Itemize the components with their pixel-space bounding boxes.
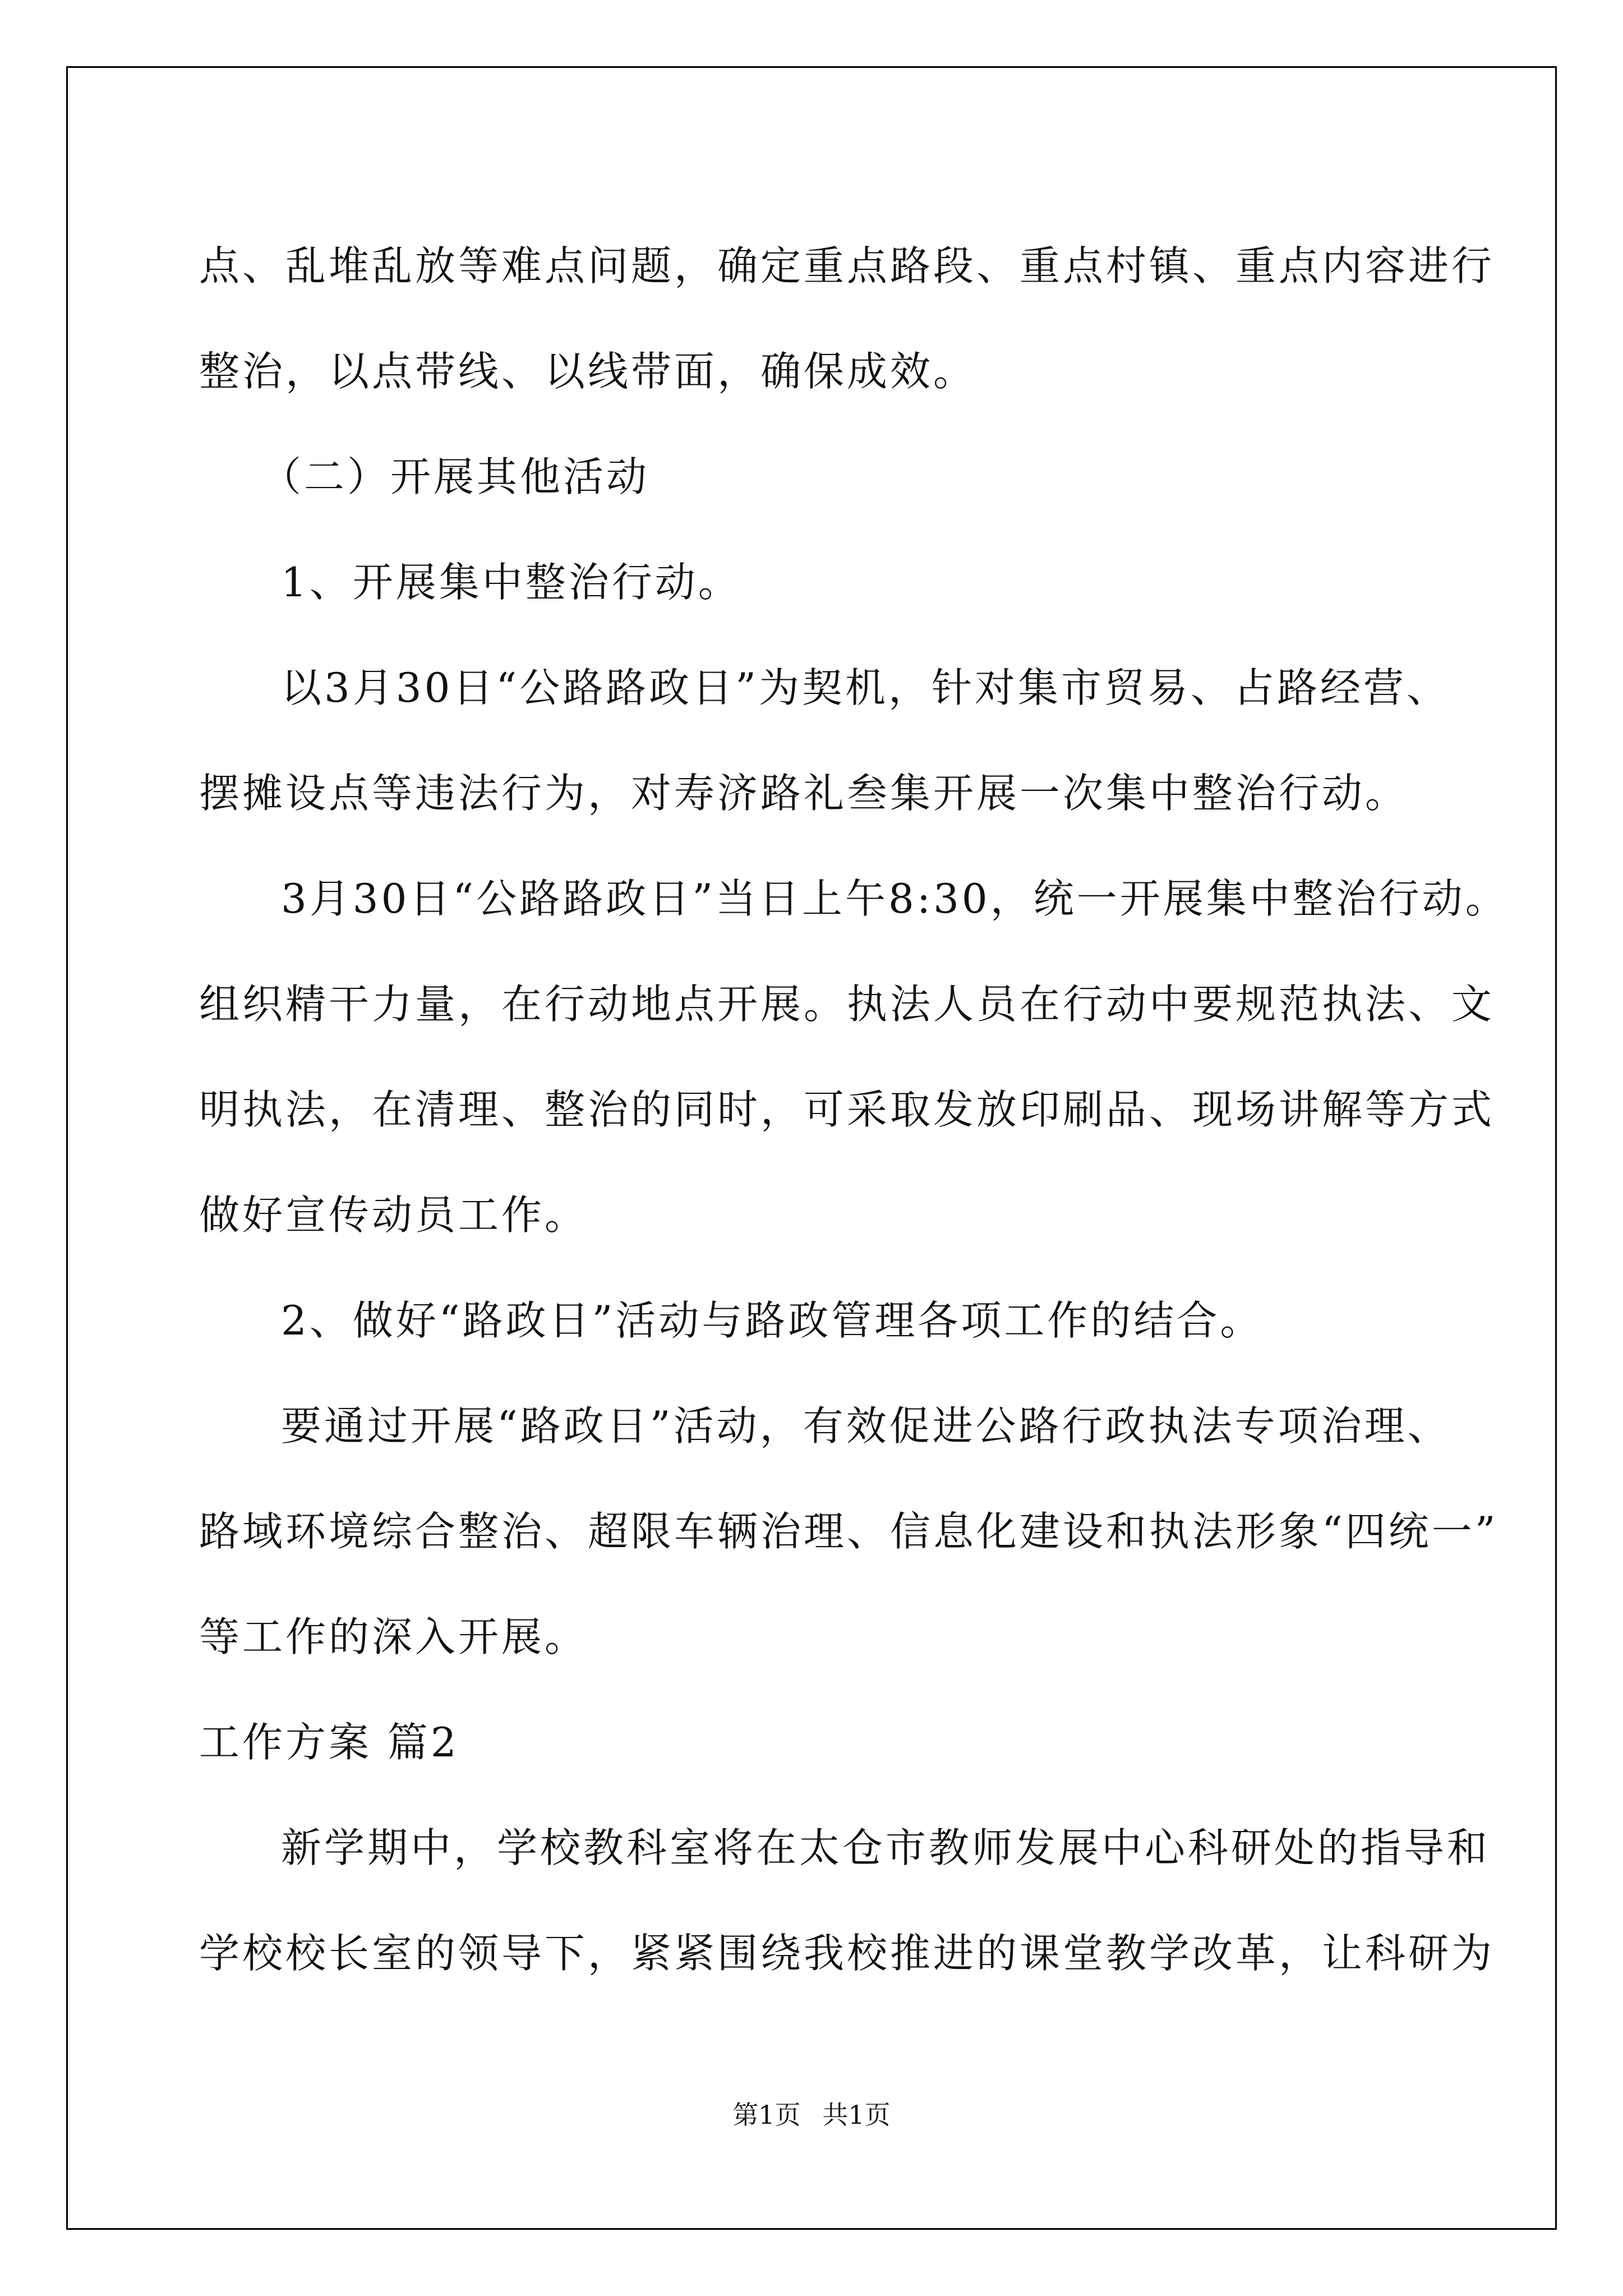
page-number-total: 共1页 — [822, 2100, 891, 2130]
paragraph-line: 点、乱堆乱放等难点问题，确定重点路段、重点村镇、重点内容进行 — [199, 242, 1495, 289]
page-footer — [0, 2098, 1623, 2132]
paragraph-line: 新学期中，学校教科室将在太仓市教师发展中心科研处的指导和 — [281, 1824, 1491, 1871]
paragraph-line: 3月30日“公路路政日”当日上午8:30，统一开展集中整治行动。 — [281, 875, 1509, 922]
section-heading: （二）开展其他活动 — [261, 453, 650, 500]
subsection-heading: 1、开展集中整治行动。 — [281, 559, 741, 606]
paragraph-line: 路域环境综合整治、超限车辆治理、信息化建设和执法形象“四统一” — [199, 1508, 1498, 1555]
chapter-heading: 工作方案 篇2 — [199, 1719, 459, 1766]
paragraph-line: 组织精干力量，在行动地点开展。执法人员在行动中要规范执法、文 — [199, 981, 1495, 1028]
paragraph-line: 做好宣传动员工作。 — [199, 1191, 588, 1239]
document-body — [199, 213, 1509, 2006]
paragraph-line: 明执法，在清理、整治的同时，可采取发放印刷品、现场讲解等方式 — [199, 1086, 1495, 1133]
paragraph-line: 摆摊设点等违法行为，对寿济路礼叁集开展一次集中整治行动。 — [199, 770, 1409, 817]
paragraph-line: 以3月30日“公路路政日”为契机，针对集市贸易、占路经营、 — [281, 664, 1450, 711]
page-number-current: 第1页 — [732, 2100, 801, 2130]
paragraph-line: 学校校长室的领导下，紧紧围绕我校推进的课堂教学改革，让科研为 — [199, 1930, 1495, 1977]
paragraph-line: 整治，以点带线、以线带面，确保成效。 — [199, 348, 977, 395]
subsection-heading: 2、做好“路政日”活动与路政管理各项工作的结合。 — [281, 1297, 1264, 1344]
paragraph-line: 等工作的深入开展。 — [199, 1613, 588, 1660]
paragraph-line: 要通过开展“路政日”活动，有效促进公路行政执法专项治理、 — [281, 1402, 1451, 1450]
